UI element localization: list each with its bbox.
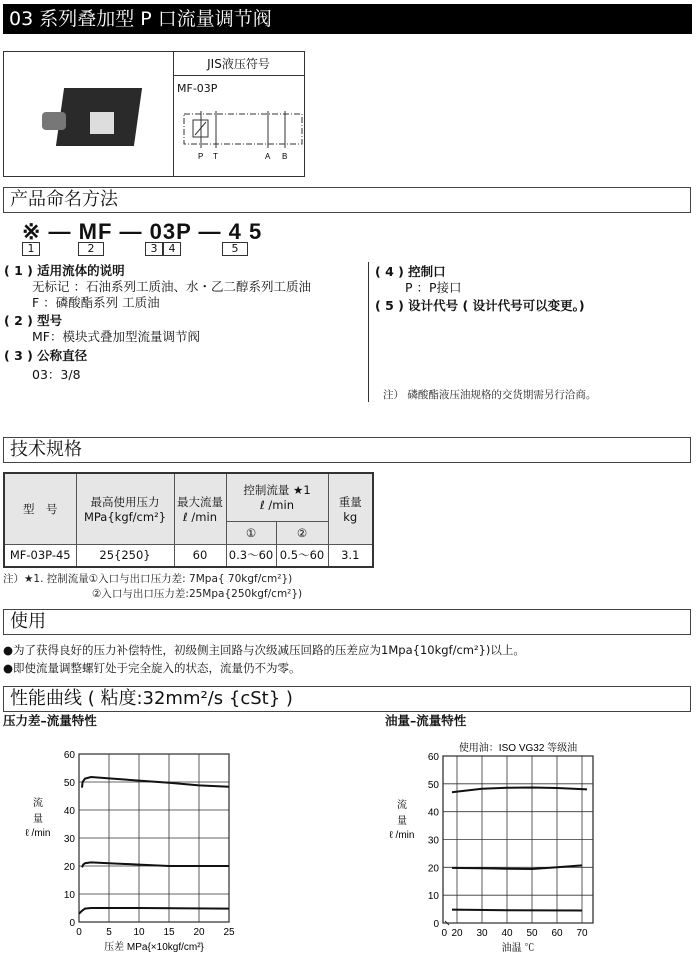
naming-note: 注） 磷酸酯液压油规格的交货期需另行洽商。 bbox=[383, 389, 597, 401]
y-tick-label: 60 bbox=[427, 752, 439, 763]
bullet-icon: ● bbox=[3, 661, 14, 675]
y-axis-label: 流 bbox=[397, 800, 407, 811]
port-p: P bbox=[198, 152, 204, 161]
section-naming-header: 产品命名方法 bbox=[3, 187, 691, 213]
bullet-text: 为了获得良好的压力补偿特性，初级侧主回路与次级减压回路的压差应为1Mpa{10kgf/cm²})以上。 bbox=[13, 643, 525, 657]
col-control-2: ② bbox=[276, 521, 328, 544]
x-tick-label: 0 bbox=[76, 927, 82, 938]
chart1-title: 压力差–流量特性 bbox=[3, 713, 97, 728]
col-control: 控制流量 ★1 bbox=[243, 483, 311, 498]
hydraulic-symbol-icon bbox=[174, 108, 306, 164]
col-model: 型 号 bbox=[4, 473, 76, 544]
section-spec-header: 技术规格 bbox=[3, 437, 691, 463]
y-axis-label: 流 bbox=[33, 798, 43, 809]
naming-item-1 bbox=[4, 263, 311, 311]
col-maxflow-unit: ℓ /min bbox=[183, 509, 217, 524]
x-tick-label: 20 bbox=[193, 927, 205, 938]
y-tick-label: 20 bbox=[427, 863, 439, 875]
col-weight-unit: kg bbox=[343, 509, 358, 524]
x-tick-label: 25 bbox=[223, 927, 235, 938]
table-row bbox=[4, 544, 373, 567]
chart-subtitle: 使用油：ISO VG32 等级油 bbox=[458, 743, 578, 754]
y-tick-label: 0 bbox=[433, 919, 439, 930]
product-figure-box bbox=[3, 51, 305, 177]
y-tick-label: 10 bbox=[427, 891, 439, 903]
cell-model: MF-03P-45 bbox=[4, 544, 76, 567]
code-box-1: 1 bbox=[22, 242, 40, 256]
col-pressure: 最高使用压力 bbox=[90, 494, 160, 509]
y-tick-label: 30 bbox=[427, 835, 439, 847]
code-box-2: 2 bbox=[78, 242, 104, 256]
naming-item-5: ( 5 ) 设计代号 ( 设计代号可以变更。) bbox=[375, 298, 585, 313]
col-control-1: ① bbox=[226, 521, 276, 544]
chart-temp-flow bbox=[390, 741, 593, 954]
col-maxflow: 最大流量 bbox=[177, 494, 223, 509]
performance-charts bbox=[0, 730, 700, 963]
cell-control-2: 0.5～60 bbox=[276, 544, 328, 567]
col-control-unit: ℓ /min bbox=[260, 498, 294, 513]
model-code: ※ — MF — 03P — 4 5 bbox=[22, 219, 263, 244]
code-box-4: 4 bbox=[163, 242, 181, 256]
x-tick-label: 10 bbox=[133, 927, 145, 938]
item-label: ( 2 ) 型号 bbox=[4, 313, 63, 328]
x-axis-label: 压差 MPa{×10kgf/cm²} bbox=[104, 942, 204, 953]
cell-maxflow: 60 bbox=[174, 544, 226, 567]
x-tick-label: 70 bbox=[576, 928, 588, 939]
port-b: B bbox=[282, 152, 288, 161]
y-tick-label: 50 bbox=[427, 779, 439, 791]
item-line: F ：磷酸酯系列 工质油 bbox=[32, 295, 160, 310]
y-tick-label: 40 bbox=[427, 807, 439, 819]
bullet-text: 即使流量调整螺钉处于完全旋入的状态，流量仍不为零。 bbox=[13, 661, 301, 675]
spec-note-2: ②入口与出口压力差:25Mpa{250kgf/cm²}) bbox=[92, 588, 303, 600]
code-box-3: 3 bbox=[145, 242, 163, 256]
series-line bbox=[79, 908, 229, 914]
series-line bbox=[452, 788, 587, 793]
y-tick-label: 20 bbox=[63, 862, 75, 873]
item-line: MF：模块式叠加型流量调节阀 bbox=[32, 329, 200, 344]
y-axis-label: ℓ /min bbox=[25, 828, 51, 839]
y-tick-label: 10 bbox=[63, 890, 75, 901]
x-tick-label: 50 bbox=[526, 928, 538, 939]
port-t: T bbox=[213, 152, 218, 161]
spec-note-1: 注）★1. 控制流量①入口与出口压力差: 7Mpa{ 70kgf/cm²}) bbox=[3, 573, 293, 585]
x-tick-label: 30 bbox=[476, 928, 488, 939]
cell-control-1: 0.3～60 bbox=[226, 544, 276, 567]
chart-pressure-flow bbox=[26, 750, 235, 953]
y-tick-label: 50 bbox=[63, 778, 75, 789]
item-line: 无标记 ：石油系列工质油、水・乙二醇系列工质油 bbox=[32, 279, 311, 294]
jis-symbol-header: JIS液压符号 bbox=[173, 52, 304, 76]
col-pressure-unit: MPa{kgf/cm²} bbox=[83, 509, 167, 524]
naming-item-4 bbox=[375, 264, 462, 296]
cell-pressure: 25{250} bbox=[76, 544, 174, 567]
cell-weight: 3.1 bbox=[328, 544, 373, 567]
y-tick-label: 0 bbox=[69, 918, 75, 929]
x-tick-label: 20 bbox=[451, 928, 463, 939]
x-tick-label: 0 bbox=[441, 928, 447, 939]
usage-bullet-1 bbox=[3, 642, 525, 658]
y-axis-label: ℓ /min bbox=[389, 830, 415, 841]
x-tick-label: 40 bbox=[501, 928, 513, 939]
col-weight: 重量 bbox=[338, 494, 362, 509]
page-title: 03 系列叠加型 P 口流量调节阀 bbox=[3, 4, 692, 34]
y-tick-label: 40 bbox=[63, 806, 75, 817]
x-axis-label: 油温 ℃ bbox=[501, 943, 535, 954]
x-tick-label: 5 bbox=[106, 927, 112, 938]
item-label: ( 4 ) 控制口 bbox=[375, 264, 446, 279]
item-line: 03：3/8 bbox=[32, 367, 81, 382]
section-perf-header: 性能曲线 ( 粘度:32mm²/s {cSt} ) bbox=[3, 686, 691, 712]
spec-table bbox=[3, 472, 374, 568]
x-tick-label: 60 bbox=[551, 928, 563, 939]
y-tick-label: 60 bbox=[63, 750, 75, 761]
chart2-title: 油量–流量特性 bbox=[385, 713, 467, 728]
code-box-5: 5 bbox=[222, 242, 248, 256]
bullet-icon: ● bbox=[3, 643, 14, 657]
item-label: ( 1 ) 适用流体的说明 bbox=[4, 263, 125, 278]
item-line: P ：P接口 bbox=[405, 280, 462, 295]
y-axis-label: 量 bbox=[33, 814, 43, 825]
usage-bullet-2 bbox=[3, 660, 301, 676]
x-tick-label: 15 bbox=[163, 927, 175, 938]
series-line bbox=[82, 862, 229, 867]
item-label: ( 3 ) 公称直径 bbox=[4, 348, 88, 363]
naming-item-3 bbox=[4, 348, 87, 383]
y-tick-label: 30 bbox=[63, 834, 75, 845]
series-line bbox=[452, 910, 582, 911]
section-usage-header: 使用 bbox=[3, 609, 691, 635]
product-photo bbox=[42, 88, 142, 148]
symbol-model: MF-03P bbox=[177, 82, 218, 95]
column-divider bbox=[368, 262, 369, 402]
y-axis-label: 量 bbox=[397, 816, 407, 827]
port-a: A bbox=[265, 152, 271, 161]
naming-item-2 bbox=[4, 313, 200, 345]
